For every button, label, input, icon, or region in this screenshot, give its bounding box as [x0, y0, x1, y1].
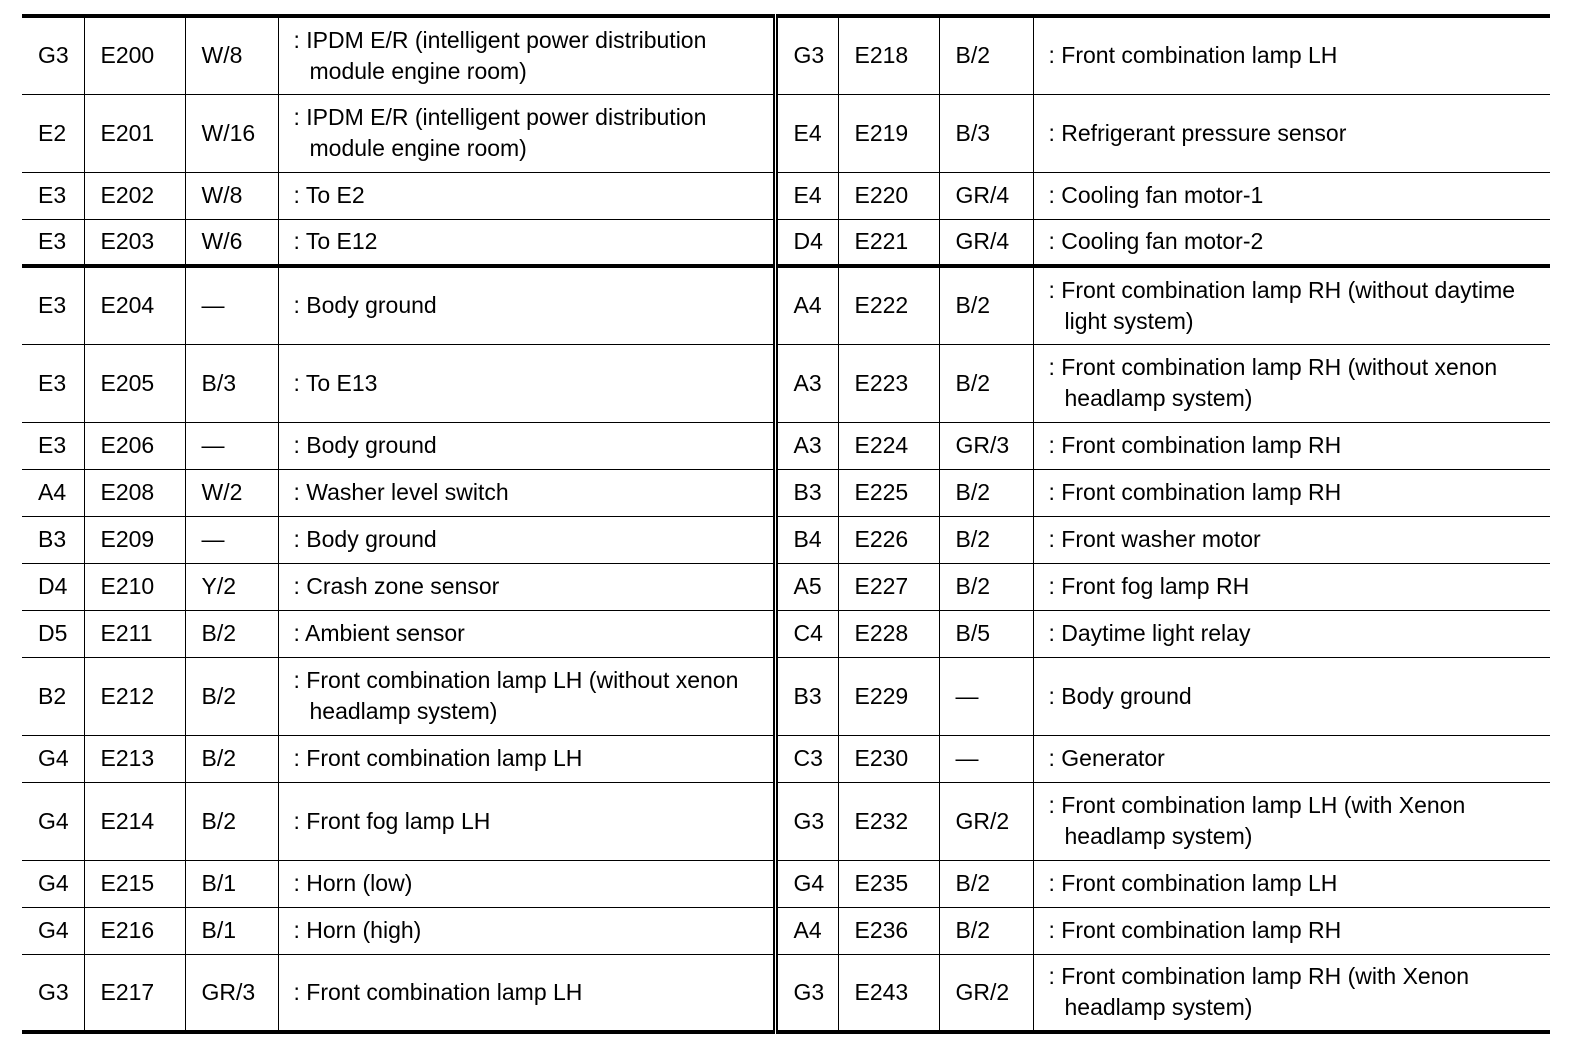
- left-grid-location-cell: G4: [22, 782, 84, 860]
- left-description-cell: [278, 610, 775, 657]
- table-row: [22, 563, 1550, 610]
- right-grid-location-cell: A4: [775, 266, 838, 344]
- right-grid-location-cell: A3: [775, 422, 838, 469]
- description-text: : Front combination lamp LH (without xenon headlamp system): [293, 667, 739, 724]
- description-text: : Washer level switch: [293, 479, 509, 505]
- right-grid-location-cell: E4: [775, 172, 838, 219]
- left-grid-location-cell: B3: [22, 516, 84, 563]
- left-description-cell: [278, 266, 775, 344]
- right-connector-type-cell: B/2: [939, 860, 1033, 907]
- left-connector-number-cell: E215: [84, 860, 185, 907]
- right-description-cell: [1033, 782, 1550, 860]
- description-text: : To E13: [293, 369, 378, 396]
- left-connector-type-cell: W/16: [185, 94, 278, 172]
- description-text: : Generator: [1048, 745, 1165, 771]
- left-description-cell: [278, 735, 775, 782]
- table-row: [22, 610, 1550, 657]
- left-grid-location-cell: E3: [22, 344, 84, 422]
- right-description-cell: [1033, 469, 1550, 516]
- right-connector-number-cell: E232: [838, 782, 939, 860]
- left-grid-location-cell: G4: [22, 860, 84, 907]
- right-connector-number-cell: E235: [838, 860, 939, 907]
- left-connector-number-cell: E200: [84, 16, 185, 94]
- right-connector-number-cell: E225: [838, 469, 939, 516]
- left-connector-type-cell: B/1: [185, 860, 278, 907]
- left-connector-type-cell: GR/3: [185, 954, 278, 1032]
- table-row: [22, 516, 1550, 563]
- left-grid-location-cell: E2: [22, 94, 84, 172]
- description-text: : Front fog lamp RH: [1048, 573, 1250, 599]
- left-connector-type-cell: B/2: [185, 735, 278, 782]
- right-connector-number-cell: E230: [838, 735, 939, 782]
- description-text: : Ambient sensor: [293, 620, 465, 646]
- right-connector-type-cell: B/2: [939, 907, 1033, 954]
- description-text: : Front combination lamp LH: [1048, 42, 1338, 69]
- right-connector-type-cell: B/2: [939, 266, 1033, 344]
- table-row: [22, 860, 1550, 907]
- right-description-cell: [1033, 657, 1550, 735]
- right-connector-number-cell: E236: [838, 907, 939, 954]
- description-text: : Refrigerant pressure sensor: [1048, 119, 1347, 146]
- description-text: : Crash zone sensor: [293, 573, 500, 599]
- table-row: [22, 469, 1550, 516]
- left-connector-number-cell: E210: [84, 563, 185, 610]
- right-connector-type-cell: GR/3: [939, 422, 1033, 469]
- left-description-cell: [278, 219, 775, 266]
- description-text: : Body ground: [293, 526, 437, 552]
- right-description-cell: [1033, 860, 1550, 907]
- right-description-cell: [1033, 516, 1550, 563]
- right-grid-location-cell: E4: [775, 94, 838, 172]
- left-connector-number-cell: E205: [84, 344, 185, 422]
- right-connector-number-cell: E222: [838, 266, 939, 344]
- connector-table-body: [22, 16, 1550, 1032]
- right-description-cell: [1033, 266, 1550, 344]
- description-text: : Horn (high): [293, 917, 422, 943]
- right-grid-location-cell: A3: [775, 344, 838, 422]
- left-grid-location-cell: G4: [22, 735, 84, 782]
- left-connector-type-cell: —: [185, 266, 278, 344]
- left-description-cell: [278, 516, 775, 563]
- left-connector-type-cell: B/3: [185, 344, 278, 422]
- left-description-cell: [278, 563, 775, 610]
- left-description-cell: [278, 422, 775, 469]
- right-connector-type-cell: B/2: [939, 563, 1033, 610]
- left-grid-location-cell: G4: [22, 907, 84, 954]
- left-description-cell: [278, 16, 775, 94]
- left-description-cell: [278, 860, 775, 907]
- right-connector-type-cell: B/2: [939, 516, 1033, 563]
- table-row: [22, 735, 1550, 782]
- table-row: [22, 16, 1550, 94]
- left-connector-number-cell: E217: [84, 954, 185, 1032]
- left-grid-location-cell: E3: [22, 422, 84, 469]
- description-text: : Front combination lamp LH: [293, 745, 583, 771]
- table-row: [22, 657, 1550, 735]
- left-description-cell: [278, 907, 775, 954]
- description-text: : To E12: [293, 228, 378, 255]
- table-row: [22, 907, 1550, 954]
- left-connector-type-cell: W/8: [185, 16, 278, 94]
- left-grid-location-cell: G3: [22, 954, 84, 1032]
- left-description-cell: [278, 954, 775, 1032]
- left-connector-number-cell: E214: [84, 782, 185, 860]
- left-grid-location-cell: E3: [22, 219, 84, 266]
- description-text: : Front washer motor: [1048, 526, 1261, 552]
- description-text: : Front combination lamp RH: [1048, 479, 1342, 505]
- left-connector-type-cell: W/2: [185, 469, 278, 516]
- description-text: : Body ground: [293, 432, 437, 458]
- right-connector-type-cell: GR/2: [939, 954, 1033, 1032]
- table-row: [22, 219, 1550, 266]
- description-text: : Front fog lamp LH: [293, 807, 491, 834]
- right-connector-type-cell: GR/2: [939, 782, 1033, 860]
- right-grid-location-cell: G3: [775, 16, 838, 94]
- left-connector-number-cell: E208: [84, 469, 185, 516]
- right-description-cell: [1033, 219, 1550, 266]
- description-text: : Daytime light relay: [1048, 620, 1251, 646]
- right-grid-location-cell: G3: [775, 782, 838, 860]
- connector-table: [22, 14, 1550, 1034]
- left-connector-number-cell: E209: [84, 516, 185, 563]
- right-connector-number-cell: E220: [838, 172, 939, 219]
- left-description-cell: [278, 469, 775, 516]
- right-connector-number-cell: E219: [838, 94, 939, 172]
- table-row: [22, 954, 1550, 1032]
- right-connector-number-cell: E226: [838, 516, 939, 563]
- table-row: [22, 782, 1550, 860]
- description-text: : Front combination lamp LH: [293, 978, 583, 1005]
- right-connector-type-cell: —: [939, 657, 1033, 735]
- right-grid-location-cell: A4: [775, 907, 838, 954]
- right-grid-location-cell: B4: [775, 516, 838, 563]
- right-connector-type-cell: B/3: [939, 94, 1033, 172]
- right-grid-location-cell: B3: [775, 657, 838, 735]
- left-connector-number-cell: E203: [84, 219, 185, 266]
- connector-list-sheet: [22, 14, 1550, 1034]
- left-connector-type-cell: Y/2: [185, 563, 278, 610]
- right-connector-type-cell: GR/4: [939, 219, 1033, 266]
- left-connector-number-cell: E201: [84, 94, 185, 172]
- right-connector-number-cell: E229: [838, 657, 939, 735]
- description-text: : Front combination lamp RH (without daytime light system): [1048, 276, 1516, 334]
- left-description-cell: [278, 94, 775, 172]
- description-text: : Cooling fan motor-2: [1048, 228, 1264, 255]
- right-connector-number-cell: E223: [838, 344, 939, 422]
- left-grid-location-cell: E3: [22, 172, 84, 219]
- description-text: : IPDM E/R (intelligent power distribution module engine room): [293, 26, 707, 84]
- left-connector-number-cell: E206: [84, 422, 185, 469]
- description-text: : Front combination lamp RH (with Xenon headlamp system): [1048, 963, 1470, 1021]
- left-grid-location-cell: G3: [22, 16, 84, 94]
- table-row: [22, 172, 1550, 219]
- right-grid-location-cell: A5: [775, 563, 838, 610]
- left-connector-type-cell: W/8: [185, 172, 278, 219]
- right-description-cell: [1033, 16, 1550, 94]
- left-description-cell: [278, 344, 775, 422]
- description-text: : Front combination lamp LH (with Xenon headlamp system): [1048, 792, 1466, 849]
- left-description-cell: [278, 657, 775, 735]
- right-connector-type-cell: B/2: [939, 469, 1033, 516]
- right-grid-location-cell: D4: [775, 219, 838, 266]
- left-connector-number-cell: E211: [84, 610, 185, 657]
- left-connector-type-cell: —: [185, 516, 278, 563]
- right-connector-type-cell: B/2: [939, 344, 1033, 422]
- right-description-cell: [1033, 172, 1550, 219]
- right-description-cell: [1033, 563, 1550, 610]
- right-connector-number-cell: E243: [838, 954, 939, 1032]
- description-text: : Front combination lamp RH: [1048, 432, 1342, 458]
- right-grid-location-cell: G3: [775, 954, 838, 1032]
- right-connector-number-cell: E224: [838, 422, 939, 469]
- left-grid-location-cell: A4: [22, 469, 84, 516]
- left-connector-type-cell: —: [185, 422, 278, 469]
- right-connector-number-cell: E227: [838, 563, 939, 610]
- table-row: [22, 94, 1550, 172]
- table-row: [22, 344, 1550, 422]
- right-description-cell: [1033, 94, 1550, 172]
- left-description-cell: [278, 172, 775, 219]
- left-connector-number-cell: E213: [84, 735, 185, 782]
- right-description-cell: [1033, 735, 1550, 782]
- right-connector-type-cell: GR/4: [939, 172, 1033, 219]
- left-connector-type-cell: B/1: [185, 907, 278, 954]
- right-grid-location-cell: B3: [775, 469, 838, 516]
- left-grid-location-cell: E3: [22, 266, 84, 344]
- left-connector-type-cell: W/6: [185, 219, 278, 266]
- left-connector-number-cell: E204: [84, 266, 185, 344]
- right-connector-number-cell: E221: [838, 219, 939, 266]
- left-connector-type-cell: B/2: [185, 657, 278, 735]
- description-text: : Front combination lamp LH: [1048, 870, 1338, 896]
- right-description-cell: [1033, 422, 1550, 469]
- description-text: : Cooling fan motor-1: [1048, 182, 1264, 208]
- left-connector-number-cell: E202: [84, 172, 185, 219]
- right-connector-type-cell: —: [939, 735, 1033, 782]
- right-description-cell: [1033, 344, 1550, 422]
- right-description-cell: [1033, 954, 1550, 1032]
- left-description-cell: [278, 782, 775, 860]
- left-grid-location-cell: B2: [22, 657, 84, 735]
- left-grid-location-cell: D4: [22, 563, 84, 610]
- table-row: [22, 266, 1550, 344]
- left-connector-type-cell: B/2: [185, 782, 278, 860]
- left-connector-type-cell: B/2: [185, 610, 278, 657]
- right-connector-number-cell: E228: [838, 610, 939, 657]
- description-text: : IPDM E/R (intelligent power distribution module engine room): [293, 104, 707, 161]
- right-connector-number-cell: E218: [838, 16, 939, 94]
- left-connector-number-cell: E212: [84, 657, 185, 735]
- right-grid-location-cell: G4: [775, 860, 838, 907]
- right-connector-type-cell: B/2: [939, 16, 1033, 94]
- description-text: : To E2: [293, 182, 365, 208]
- right-description-cell: [1033, 610, 1550, 657]
- left-grid-location-cell: D5: [22, 610, 84, 657]
- description-text: : Body ground: [1048, 682, 1192, 709]
- description-text: : Front combination lamp RH (without xenon headlamp system): [1048, 354, 1498, 411]
- description-text: : Horn (low): [293, 870, 413, 896]
- right-connector-type-cell: B/5: [939, 610, 1033, 657]
- left-connector-number-cell: E216: [84, 907, 185, 954]
- right-description-cell: [1033, 907, 1550, 954]
- table-row: [22, 422, 1550, 469]
- right-grid-location-cell: C4: [775, 610, 838, 657]
- right-grid-location-cell: C3: [775, 735, 838, 782]
- description-text: : Front combination lamp RH: [1048, 917, 1342, 943]
- description-text: : Body ground: [293, 292, 437, 319]
